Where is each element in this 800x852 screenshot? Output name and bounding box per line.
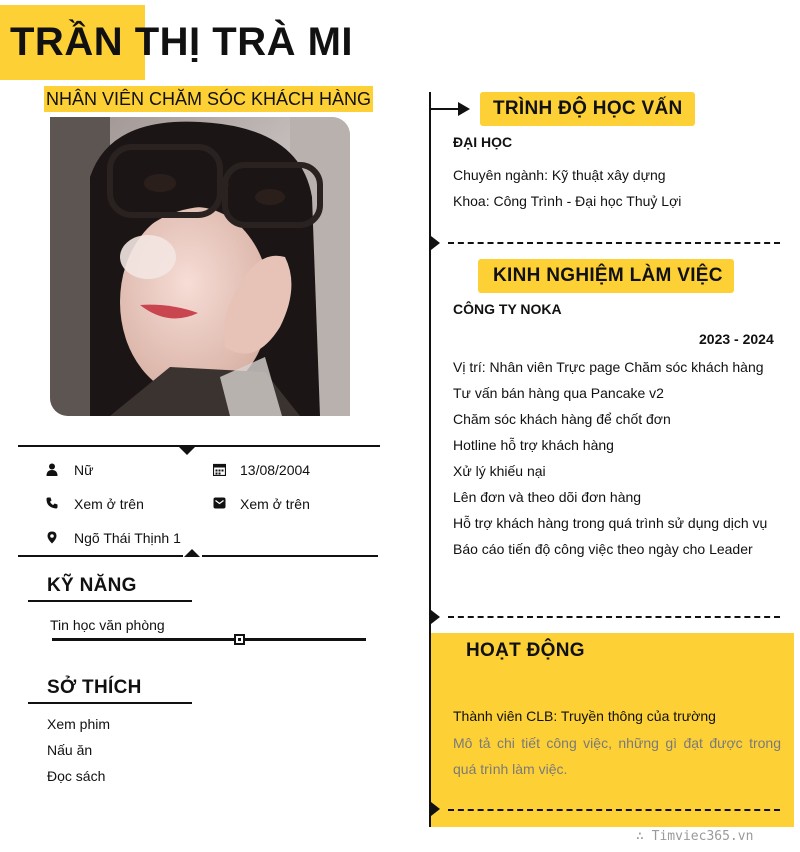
- skills-title: KỸ NĂNG: [47, 575, 137, 596]
- birthday-value: 13/08/2004: [240, 462, 311, 478]
- job-title: NHÂN VIÊN CHĂM SÓC KHÁCH HÀNG: [44, 86, 373, 112]
- timeline-connector: [431, 108, 461, 110]
- section-divider: [448, 242, 780, 244]
- skill-bar-track: [52, 638, 366, 641]
- hobby-item: Đọc sách: [47, 768, 106, 784]
- candidate-name: TRẦN THỊ TRÀ MI: [10, 20, 354, 64]
- activities-title: HOẠT ĐỘNG: [466, 640, 585, 661]
- arrow-right-icon: [458, 102, 470, 116]
- skills-underline: [28, 600, 192, 602]
- section-divider: [448, 809, 780, 811]
- timeline-marker: [431, 610, 440, 624]
- info-divider-bottom-right: [202, 555, 378, 557]
- address-value: Ngõ Thái Thịnh 1: [74, 530, 181, 546]
- divider-arrow-up: [184, 549, 200, 557]
- timeline-marker: [431, 802, 440, 816]
- company-name: CÔNG TY NOKA: [453, 301, 562, 317]
- activity-description: Mô tả chi tiết công việc, những gì đạt được trong quá trình làm việc.: [453, 735, 781, 777]
- hobbies-underline: [28, 702, 192, 704]
- experience-line: Báo cáo tiến độ công việc theo ngày cho Leader: [453, 541, 753, 557]
- activity-item: Thành viên CLB: Truyền thông của trường: [453, 708, 716, 724]
- education-faculty: Khoa: Công Trình - Đại học Thuỷ Lợi: [453, 193, 682, 209]
- experience-line: Xử lý khiếu nại: [453, 463, 546, 479]
- skill-bar-marker: [234, 634, 245, 645]
- hobbies-title: SỞ THÍCH: [47, 677, 142, 698]
- work-period: 2023 - 2024: [699, 331, 774, 347]
- info-divider-bottom-left: [18, 555, 183, 557]
- email-value[interactable]: Xem ở trên: [240, 496, 310, 512]
- calendar-icon: [212, 462, 226, 476]
- section-divider: [448, 616, 780, 618]
- experience-line: Hỗ trợ khách hàng trong quá trình sử dụng dịch vụ: [453, 515, 768, 531]
- hobby-item: Xem phim: [47, 716, 111, 732]
- education-major: Chuyên ngành: Kỹ thuật xây dựng: [453, 167, 666, 183]
- experience-line: Chăm sóc khách hàng để chốt đơn: [453, 411, 671, 427]
- timeline-marker: [431, 236, 440, 250]
- user-icon: [45, 462, 59, 476]
- portrait-illustration: [50, 117, 350, 416]
- divider-arrow-down: [179, 447, 195, 455]
- phone-icon: [45, 496, 59, 510]
- skill-label: Tin học văn phòng: [50, 617, 165, 633]
- phone-value[interactable]: Xem ở trên: [74, 496, 144, 512]
- email-icon: [212, 496, 226, 510]
- experience-line: Tư vấn bán hàng qua Pancake v2: [453, 385, 664, 401]
- education-degree: ĐẠI HỌC: [453, 134, 513, 150]
- education-title: TRÌNH ĐỘ HỌC VẤN: [493, 98, 683, 119]
- gender-value: Nữ: [74, 462, 94, 478]
- hobby-item: Nấu ăn: [47, 742, 93, 758]
- experience-line: Lên đơn và theo dõi đơn hàng: [453, 489, 642, 505]
- experience-title: KINH NGHIỆM LÀM VIỆC: [493, 265, 723, 286]
- profile-photo: [50, 117, 350, 416]
- experience-line: Vị trí: Nhân viên Trực page Chăm sóc khách hàng: [453, 359, 764, 375]
- experience-line: Hotline hỗ trợ khách hàng: [453, 437, 614, 453]
- info-divider-top: [18, 445, 380, 447]
- watermark: ∴ Timviec365.vn: [636, 829, 754, 844]
- location-pin-icon: [45, 530, 59, 544]
